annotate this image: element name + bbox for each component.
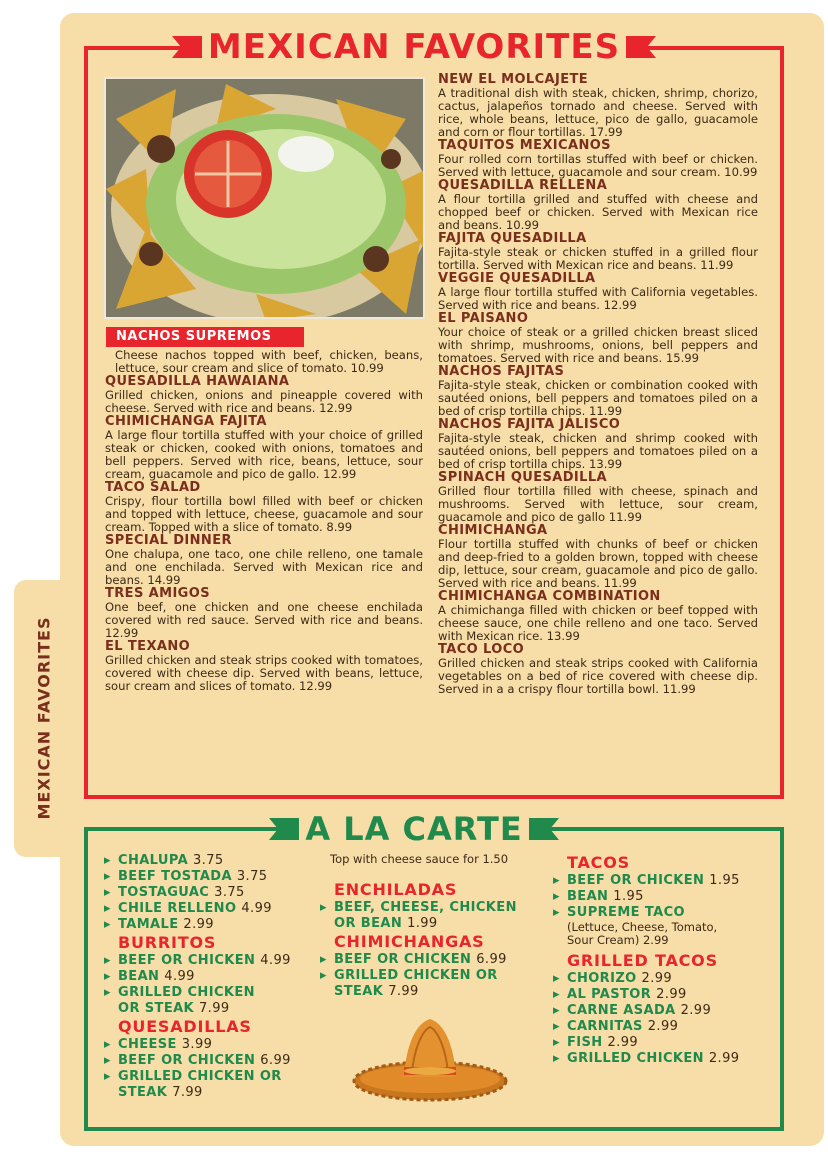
triangle-bullet-icon: ▸	[553, 905, 560, 920]
triangle-bullet-icon: ▸	[553, 889, 560, 904]
menu-item-desc: Crispy, flour tortilla bowl filled with beef or chicken and topped with lettuce, cheese, guacamole and sour cream. Topped with a slice of tomato. 8.99	[105, 494, 423, 534]
item-name: TAMALE	[118, 917, 179, 932]
menu-item	[438, 590, 758, 643]
menu-item	[438, 365, 758, 418]
list-item	[104, 885, 324, 901]
mexican-favorites-title: MEXICAN FAVORITES	[202, 30, 626, 64]
triangle-bullet-icon: ▸	[320, 968, 327, 983]
item-name: TOSTAGUAC	[118, 885, 210, 900]
list-item	[104, 901, 324, 917]
triangle-bullet-icon: ▸	[104, 917, 111, 932]
list-item	[320, 952, 550, 968]
mexican-favorites-banner	[0, 27, 828, 67]
menu-item-desc: One chalupa, one taco, one chile relleno, one tamale and one enchilada. Served with Mexican rice and beans. 14.99	[105, 547, 423, 587]
list-item	[104, 853, 324, 869]
item-name: STEAK	[334, 984, 384, 999]
menu-item	[438, 272, 758, 312]
item-name: GRILLED CHICKEN OR	[118, 1069, 282, 1084]
menu-item	[438, 312, 758, 365]
list-item	[104, 1053, 324, 1069]
menu-item	[105, 534, 423, 587]
triangle-bullet-icon: ▸	[553, 971, 560, 986]
item-price: 7.99	[198, 1001, 230, 1016]
item-name: OR BEAN	[334, 916, 403, 931]
triangle-bullet-icon: ▸	[320, 952, 327, 967]
triangle-bullet-icon: ▸	[104, 1037, 111, 1052]
triangle-bullet-icon: ▸	[104, 969, 111, 984]
menu-item	[105, 375, 423, 415]
item-price: 2.99	[642, 933, 669, 947]
item-name: CHEESE	[118, 1037, 177, 1052]
triangle-bullet-icon: ▸	[553, 1051, 560, 1066]
menu-item-title: NACHOS FAJITAS	[438, 364, 565, 379]
ribbon-flag-left-icon	[172, 36, 202, 58]
menu-item	[438, 524, 758, 590]
favorites-right-column	[438, 73, 758, 696]
ribbon-flag-right-icon	[529, 818, 559, 840]
menu-item-title: TACO LOCO	[438, 642, 525, 657]
item-name: CHALUPA	[118, 853, 189, 868]
triangle-bullet-icon: ▸	[553, 873, 560, 888]
list-item-continued	[104, 1085, 324, 1101]
list-item	[104, 1037, 324, 1053]
list-item	[104, 917, 324, 933]
item-price: 4.99	[164, 969, 195, 984]
list-item	[320, 968, 550, 984]
nachos-illustration	[106, 79, 425, 319]
item-price: 2.99	[607, 1035, 639, 1050]
item-name: CHILE RELLENO	[118, 901, 237, 916]
nachos-supremos-label: NACHOS SUPREMOS	[106, 327, 304, 347]
item-name: BEEF OR CHICKEN	[118, 953, 256, 968]
item-price: 7.99	[172, 1085, 203, 1100]
item-price: 2.99	[183, 917, 214, 932]
menu-item	[438, 418, 758, 471]
list-item	[104, 985, 324, 1001]
item-price: 3.75	[214, 885, 245, 900]
menu-item-title: QUESADILLA RELLENA	[438, 178, 608, 193]
item-name: GRILLED CHICKEN	[118, 985, 255, 1000]
menu-item-title: QUESADILLA HAWAIANA	[105, 374, 290, 389]
item-name: CHORIZO	[567, 971, 637, 986]
cheese-sauce-note: Top with cheese sauce for 1.50	[330, 852, 509, 866]
menu-item-title: CHIMICHANGA COMBINATION	[438, 589, 661, 604]
a-la-carte-col-2	[320, 880, 550, 1000]
menu-item-title: EL PAISANO	[438, 311, 529, 326]
list-item-continued	[320, 916, 550, 932]
menu-item	[105, 415, 423, 481]
menu-item-desc: Grilled flour tortilla filled with cheese, spinach and mushrooms. Served with lettuce, sour cream, guacamole and pico de gallo 11.99	[438, 484, 758, 524]
chimichangas-heading: CHIMICHANGAS	[334, 932, 485, 951]
quesadillas-heading: QUESADILLAS	[118, 1017, 252, 1036]
item-name: STEAK	[118, 1085, 168, 1100]
item-price: 2.99	[656, 987, 687, 1002]
list-item	[104, 869, 324, 885]
menu-item-desc: One beef, one chicken and one cheese enchilada covered with red sauce. Served with rice and beans. 12.99	[105, 600, 423, 640]
supreme-taco-detail-text: Sour Cream)	[567, 933, 640, 947]
menu-item	[438, 179, 758, 232]
menu-item	[438, 471, 758, 524]
triangle-bullet-icon: ▸	[553, 987, 560, 1002]
menu-item-title: EL TEXANO	[105, 639, 191, 654]
item-price: 6.99	[260, 1053, 291, 1068]
triangle-bullet-icon: ▸	[320, 900, 327, 915]
menu-item	[105, 481, 423, 534]
triangle-bullet-icon: ▸	[104, 953, 111, 968]
item-name: BEEF OR CHICKEN	[334, 952, 472, 967]
menu-item-title: NACHOS FAJITA JALISCO	[438, 417, 621, 432]
triangle-bullet-icon: ▸	[104, 1053, 111, 1068]
menu-item-desc: A chimichanga filled with chicken or beef topped with cheese sauce, one chile relleno and one taco. Served with Mexican rice. 13.99	[438, 603, 758, 643]
menu-item-desc: Fajita-style steak, chicken and shrimp cooked with sautéed onions, bell peppers and tomatoes piled on a bed of crisp tortilla chips. 13.99	[438, 431, 758, 471]
item-price: 2.99	[708, 1051, 740, 1066]
menu-item-desc: A large flour tortilla stuffed with California vegetables. Served with rice and beans. 12.99	[438, 285, 758, 312]
item-name: BEEF OR CHICKEN	[118, 1053, 256, 1068]
item-price: 1.95	[613, 889, 644, 904]
nachos-supremos-desc: Cheese nachos topped with beef, chicken, beans, lettuce, sour cream and slice of tomato. 10.99	[115, 348, 423, 375]
list-item	[553, 987, 768, 1003]
sombrero-icon	[352, 1015, 508, 1103]
item-name: BEAN	[118, 969, 160, 984]
menu-item-desc: Fajita-style steak, chicken or combination cooked with sautéed onions, bell peppers and tomatoes piled on a bed of crisp tortilla chips. 11.99	[438, 378, 758, 418]
menu-item-desc: A large flour tortilla stuffed with your choice of grilled steak or chicken, cooked with onions, tomatoes and bell peppers. Served with rice, beans, lettuce, sour cream, guacamole and pico de gallo. 12.99	[105, 428, 423, 481]
item-price: 2.99	[641, 971, 673, 986]
enchiladas-heading: ENCHILADAS	[334, 880, 458, 899]
supreme-taco-detail: (Lettuce, Cheese, Tomato,	[567, 920, 718, 934]
list-item	[553, 873, 768, 889]
menu-item-desc: Your choice of steak or a grilled chicken breast sliced with shrimp, mushrooms, onions, bell peppers and tomatoes. Served with rice and beans. 15.99	[438, 325, 758, 365]
list-item	[104, 969, 324, 985]
menu-item-title: SPECIAL DINNER	[105, 533, 232, 548]
menu-item-title: TAQUITOS MEXICANOS	[438, 138, 611, 153]
nachos-photo	[104, 77, 425, 319]
item-name: FISH	[567, 1035, 603, 1050]
item-name: CARNE ASADA	[567, 1003, 676, 1018]
item-name: BEEF TOSTADA	[118, 869, 232, 884]
triangle-bullet-icon: ▸	[104, 901, 111, 916]
list-item-continued	[320, 984, 550, 1000]
menu-item-desc: Grilled chicken and steak strips cooked with California vegetables on a bed of rice covered with cheese dip. Served in a a crispy flour tortilla bowl. 11.99	[438, 656, 758, 696]
list-item	[553, 1035, 768, 1051]
list-item	[553, 971, 768, 987]
item-name: BEEF, CHEESE, CHICKEN	[334, 900, 517, 915]
grilled-tacos-heading: GRILLED TACOS	[567, 951, 718, 970]
menu-item	[438, 232, 758, 272]
a-la-carte-title: A LA CARTE	[299, 813, 528, 845]
a-la-carte-col-3	[553, 853, 768, 1067]
menu-item-title: SPINACH QUESADILLA	[438, 470, 607, 485]
list-item	[104, 953, 324, 969]
triangle-bullet-icon: ▸	[553, 1003, 560, 1018]
menu-item	[438, 73, 758, 139]
favorites-left-column	[105, 349, 423, 693]
item-price: 3.75	[236, 869, 268, 884]
menu-item	[105, 640, 423, 693]
item-price: 1.99	[407, 916, 438, 931]
list-item	[320, 900, 550, 916]
triangle-bullet-icon: ▸	[104, 885, 111, 900]
item-name: GRILLED CHICKEN OR	[334, 968, 498, 983]
item-name: BEAN	[567, 889, 609, 904]
item-price: 4.99	[260, 953, 291, 968]
menu-item-title: CHIMICHANGA FAJITA	[105, 414, 267, 429]
item-price: 2.99	[647, 1019, 679, 1034]
a-la-carte-banner	[0, 810, 828, 848]
ribbon-flag-left-icon	[269, 818, 299, 840]
list-item	[553, 1003, 768, 1019]
list-item	[553, 905, 768, 921]
item-name: OR STEAK	[118, 1001, 195, 1016]
menu-item-title: CHIMICHANGA	[438, 523, 548, 538]
list-item	[553, 889, 768, 905]
a-la-carte-col-1	[104, 853, 324, 1101]
menu-item-desc: A flour tortilla grilled and stuffed with cheese and chopped beef or chicken. Served with Mexican rice and beans. 10.99	[438, 192, 758, 232]
menu-item-title: NEW EL MOLCAJETE	[438, 72, 589, 87]
triangle-bullet-icon: ▸	[553, 1019, 560, 1034]
triangle-bullet-icon: ▸	[104, 1069, 111, 1084]
list-item	[553, 1051, 768, 1067]
triangle-bullet-icon: ▸	[104, 853, 111, 868]
menu-item-desc: A traditional dish with steak, chicken, shrimp, chorizo, cactus, jalapeños tornado and cheese. Served with rice, whole beans, lettuce, pico de gallo, guacamole and corn or flour tortillas. 17.99	[438, 86, 758, 139]
item-name: GRILLED CHICKEN	[567, 1051, 704, 1066]
side-tab-label: MEXICAN FAVORITES	[34, 616, 54, 820]
list-item	[104, 1069, 324, 1085]
menu-item-title: VEGGIE QUESADILLA	[438, 271, 596, 286]
tacos-heading: TACOS	[567, 853, 630, 872]
item-name: CARNITAS	[567, 1019, 643, 1034]
item-price: 3.99	[181, 1037, 213, 1052]
item-price: 1.95	[709, 873, 740, 888]
triangle-bullet-icon: ▸	[553, 1035, 560, 1050]
menu-item-desc: Fajita-style steak or chicken stuffed in a grilled flour tortilla. Served with Mexican rice and beans. 11.99	[438, 245, 758, 272]
item-price: 3.75	[193, 853, 224, 868]
menu-item-desc: Flour tortilla stuffed with chunks of beef or chicken and deep-fried to a golden brown, topped with cheese dip, lettuce, sour cream, guacamole and pico de gallo. Served with rice and beans. 11.99	[438, 537, 758, 590]
menu-item-desc: Four rolled corn tortillas stuffed with beef or chicken. Served with lettuce, guacamole and sour cream. 10.99	[438, 152, 758, 179]
item-price: 2.99	[680, 1003, 712, 1018]
burritos-heading: BURRITOS	[118, 933, 217, 952]
list-item	[553, 1019, 768, 1035]
menu-item	[105, 587, 423, 640]
ribbon-flag-right-icon	[626, 36, 656, 58]
supreme-taco-detail-2	[553, 934, 768, 947]
item-name: AL PASTOR	[567, 987, 652, 1002]
menu-item-desc: Grilled chicken and steak strips cooked with tomatoes, covered with cheese dip. Served with beans, lettuce, sour cream and slices of tomato. 12.99	[105, 653, 423, 693]
item-name: SUPREME TACO	[567, 905, 685, 920]
triangle-bullet-icon: ▸	[104, 985, 111, 1000]
menu-item	[438, 139, 758, 179]
item-price: 6.99	[476, 952, 507, 967]
menu-item-title: TACO SALAD	[105, 480, 201, 495]
item-name: BEEF OR CHICKEN	[567, 873, 705, 888]
menu-item	[438, 643, 758, 696]
menu-item-title: FAJITA QUESADILLA	[438, 231, 587, 246]
item-price: 4.99	[241, 901, 272, 916]
menu-item-desc: Grilled chicken, onions and pineapple covered with cheese. Served with rice and beans. 12.99	[105, 388, 423, 415]
list-item-continued	[104, 1001, 324, 1017]
triangle-bullet-icon: ▸	[104, 869, 111, 884]
menu-item-title: TRES AMIGOS	[105, 586, 210, 601]
item-price: 7.99	[388, 984, 419, 999]
